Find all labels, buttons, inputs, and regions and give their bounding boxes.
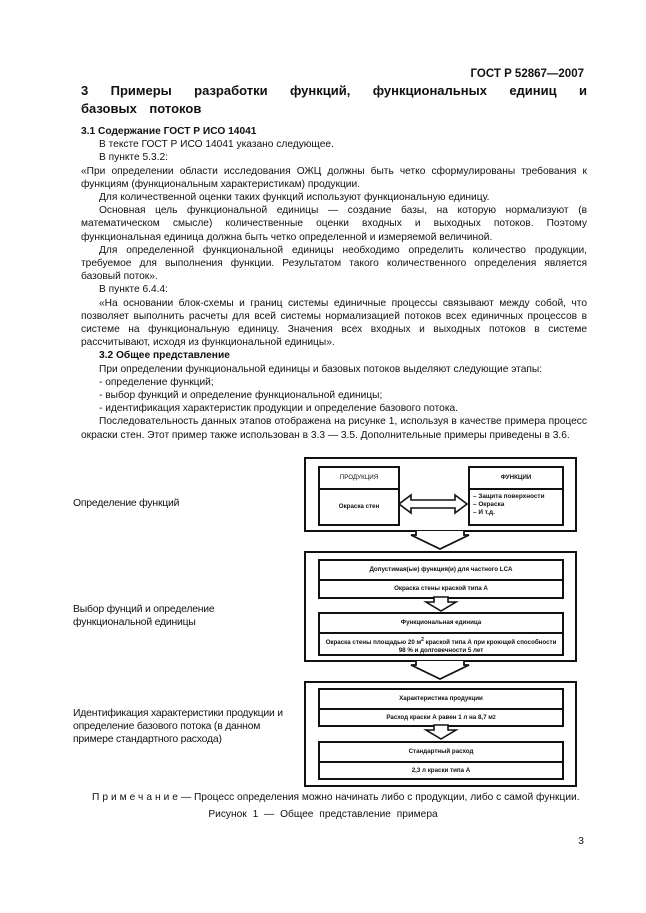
characteristic-value: [320, 710, 562, 725]
paragraph: В тексте ГОСТ Р ИСО 14041 указано следующее.: [99, 139, 334, 151]
functional-unit-box: [318, 612, 564, 656]
paragraph: При определении функциональной единицы и базовых потоков выделяют следующие этапы:: [99, 363, 543, 375]
functions-box: [468, 466, 564, 526]
down-arrow-icon: [424, 597, 458, 612]
subsection-title: 3.2 Общее представление: [99, 350, 230, 362]
divider: [470, 488, 562, 490]
paragraph: Для количественной оценки таких функций используют функциональную единицу.: [99, 192, 490, 204]
paragraph: В пункте 6.4.4:: [99, 284, 168, 296]
standard-header: Стандартный расход: [408, 748, 474, 755]
list-item: - определение функций;: [99, 376, 214, 388]
note-text: — Процесс определения можно начинать либо с продукции, либо с самой функции.: [180, 792, 580, 803]
body-text: [81, 125, 587, 442]
allowed-function-value: Окраска стены краской типа А: [394, 585, 488, 592]
figure-caption: Рисунок 1 — Общее представление примера: [208, 809, 438, 820]
note-label: Примечание: [92, 792, 181, 803]
paragraph: Основная цель функциональной единицы — создание базы, на которую нормализуют (в математическом смысле) количественные оценки входных и выходных потоков. Поэтому функциональная единица должна быть четко определенной и измеряемой величиной.: [81, 205, 587, 243]
unit-text: краской типа А при кроющей способности 98 % и долговечности 5 лет: [398, 639, 557, 655]
page-number: 3: [578, 835, 584, 847]
functions-list: [473, 493, 545, 517]
section-title: 3 Примеры разработки функций, функциональных единиц и базовых потоков: [81, 83, 587, 116]
stage-label-1: Определение функций: [73, 498, 180, 509]
functions-header: ФУНКЦИИ: [500, 474, 532, 481]
down-arrow-icon: [424, 725, 458, 740]
figure-note: [92, 792, 586, 803]
allowed-function-header: Допустимая(ые) функция(и) для частного LCA: [369, 566, 513, 573]
product-characteristic-box: [318, 688, 564, 727]
product-header: ПРОДУКЦИЯ: [339, 474, 379, 481]
subsection-title: 3.1 Содержание ГОСТ Р ИСО 14041: [81, 126, 257, 137]
quote-text: «При определении области исследования ОЖЦ должны быть четко сформулированы требования к функциям (функциональным характеристикам) продукции.: [81, 165, 587, 190]
functional-unit-value: [320, 634, 562, 654]
paragraph: Последовательность данных этапов отображена на рисунке 1, используя в качестве примера процесс окраски стен. Этот пример также использован в 3.3 — 3.5. Дополнительные примеры приведены в 3.6.: [81, 416, 587, 441]
list-item: - идентификация характеристик продукции и определение базового потока.: [99, 403, 459, 415]
down-arrow-icon: [410, 531, 472, 551]
standard-consumption-box: [318, 741, 564, 780]
function-item: – Окраска: [473, 501, 505, 508]
characteristic-header: Характеристика продукции: [399, 695, 483, 702]
paragraph: [63, 165, 587, 191]
product-value: Окраска стен: [338, 503, 380, 510]
product-box: [318, 466, 400, 526]
characteristic-text: Расход краски А равен 1 л на 8,7 м: [386, 713, 493, 721]
bidirectional-arrow-icon: [398, 493, 468, 515]
down-arrow-icon: [410, 661, 472, 681]
paragraph: Для определенной функциональной единицы необходимо определить количество продукции, требуемое для выполнения функции. Результатом такого количественного определения является базовый поток».: [81, 244, 587, 283]
function-item: – Защита поверхности: [473, 493, 545, 500]
stage-label-3: Идентификация характеристики продукции и определение базового потока (в данном примере стандартного расхода): [73, 708, 283, 745]
paragraph: В пункте 5.3.2:: [99, 152, 168, 164]
list-item: - выбор функций и определение функциональной единицы;: [99, 390, 383, 402]
paragraph: «На основании блок-схемы и границ системы единичные процессы связывают между собой, что позволяет выполнить расчеты для всей системы нормализацией потоков всех единичных процессов в системе на функциональную единицу. Значения всех входных и выходных потоков в системе рассчитывают, исходя из функциональной единицы».: [81, 297, 587, 349]
allowed-function-box: [318, 559, 564, 599]
document-id: ГОСТ Р 52867—2007: [470, 68, 584, 80]
characteristic-sup: 2: [492, 714, 496, 721]
function-item: – И т.д.: [473, 509, 495, 516]
standard-value: 2,3 л краски типа А: [411, 766, 471, 774]
unit-text: Окраска стены площадью 20 м: [325, 639, 422, 647]
functional-unit-header: Функциональная единица: [400, 619, 482, 626]
unit-sup: 2: [421, 637, 424, 643]
stage-label-2: Выбор фунций и определение функциональной единицы: [73, 604, 215, 628]
